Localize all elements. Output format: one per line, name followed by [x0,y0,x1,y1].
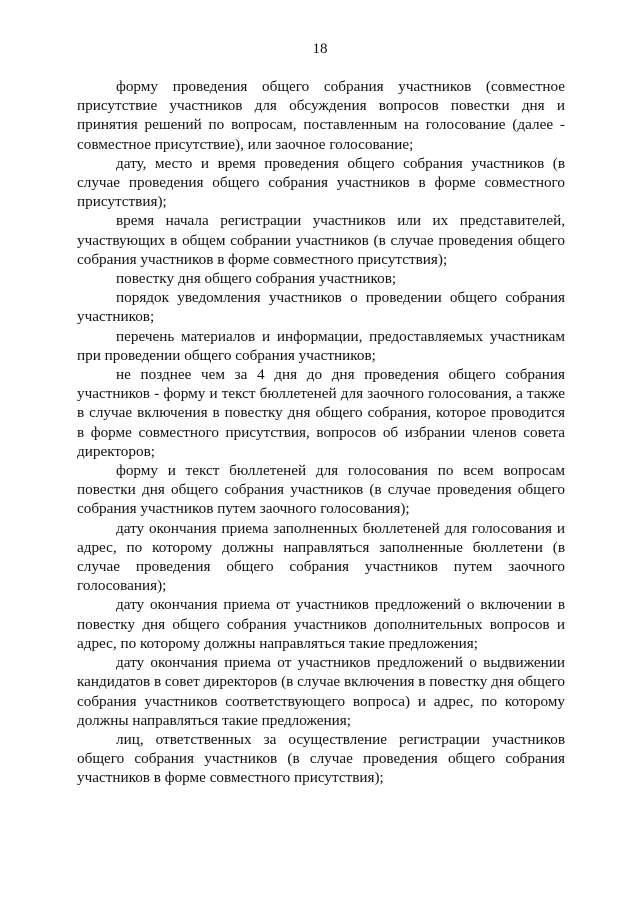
paragraph-notification-procedure: порядок уведомления участников о проведении общего собрания участников; [77,289,565,326]
paragraph-ballot-return: дату окончания приема заполненных бюллетеней для голосования и адрес, по которому должны направляться заполненные бюллетени (в случае проведения общего собрания участников путем заочного голосования); [77,519,565,595]
paragraph-registration-time: время начала регистрации участников или их представителей, участвующих в общем собрании участников (в случае проведения общего собрания участников в форме совместного присутствия); [77,212,565,268]
paragraph-agenda-proposals: дату окончания приема от участников предложений о включении в повестку дня общего собрания участников дополнительных вопросов и адрес, по которому должны направляться такие предложения; [77,596,565,652]
page-number: 18 [312,41,328,57]
document-body [77,77,565,788]
paragraph-materials-list: перечень материалов и информации, предоставляемых участникам при проведении общего собрания участников; [77,327,565,364]
paragraph-ballot-form: форму и текст бюллетеней для голосования по всем вопросам повестки дня общего собрания участников (в случае проведения общего собрания участников путем заочного голосования); [77,462,565,518]
paragraph-agenda: повестку дня общего собрания участников; [116,270,397,288]
paragraph-date-place-time: дату, место и время проведения общего собрания участников (в случае проведения общего собрания участников в форме совместного присутствия); [77,154,565,211]
paragraph-registration-officers: лиц, ответственных за осуществление регистрации участников общего собрания участников (в случае проведения общего собрания участников в форме совместного присутствия); [77,730,565,787]
paragraph-ballot-deadline: не позднее чем за 4 дня до дня проведения общего собрания участников - форму и текст бюллетеней для заочного голосования, а также в случае включения в повестку дня общего собрания, которое проводится в форме совместного присутствия, вопросов об избрании членов совета директоров; [77,366,565,460]
paragraph-meeting-form: форму проведения общего собрания участников (совместное присутствие участников для обсуждения вопросов повестки дня и принятия решений по вопросам, поставленным на голосование (далее - совместное присутствие), или заочное голосование; [77,78,565,153]
paragraph-board-nominations: дату окончания приема от участников предложений о выдвижении кандидатов в совет директоров (в случае включения в повестку дня общего собрания участников соответствующего вопроса) и адрес, по которому должны направляться такие предложения; [77,654,565,729]
